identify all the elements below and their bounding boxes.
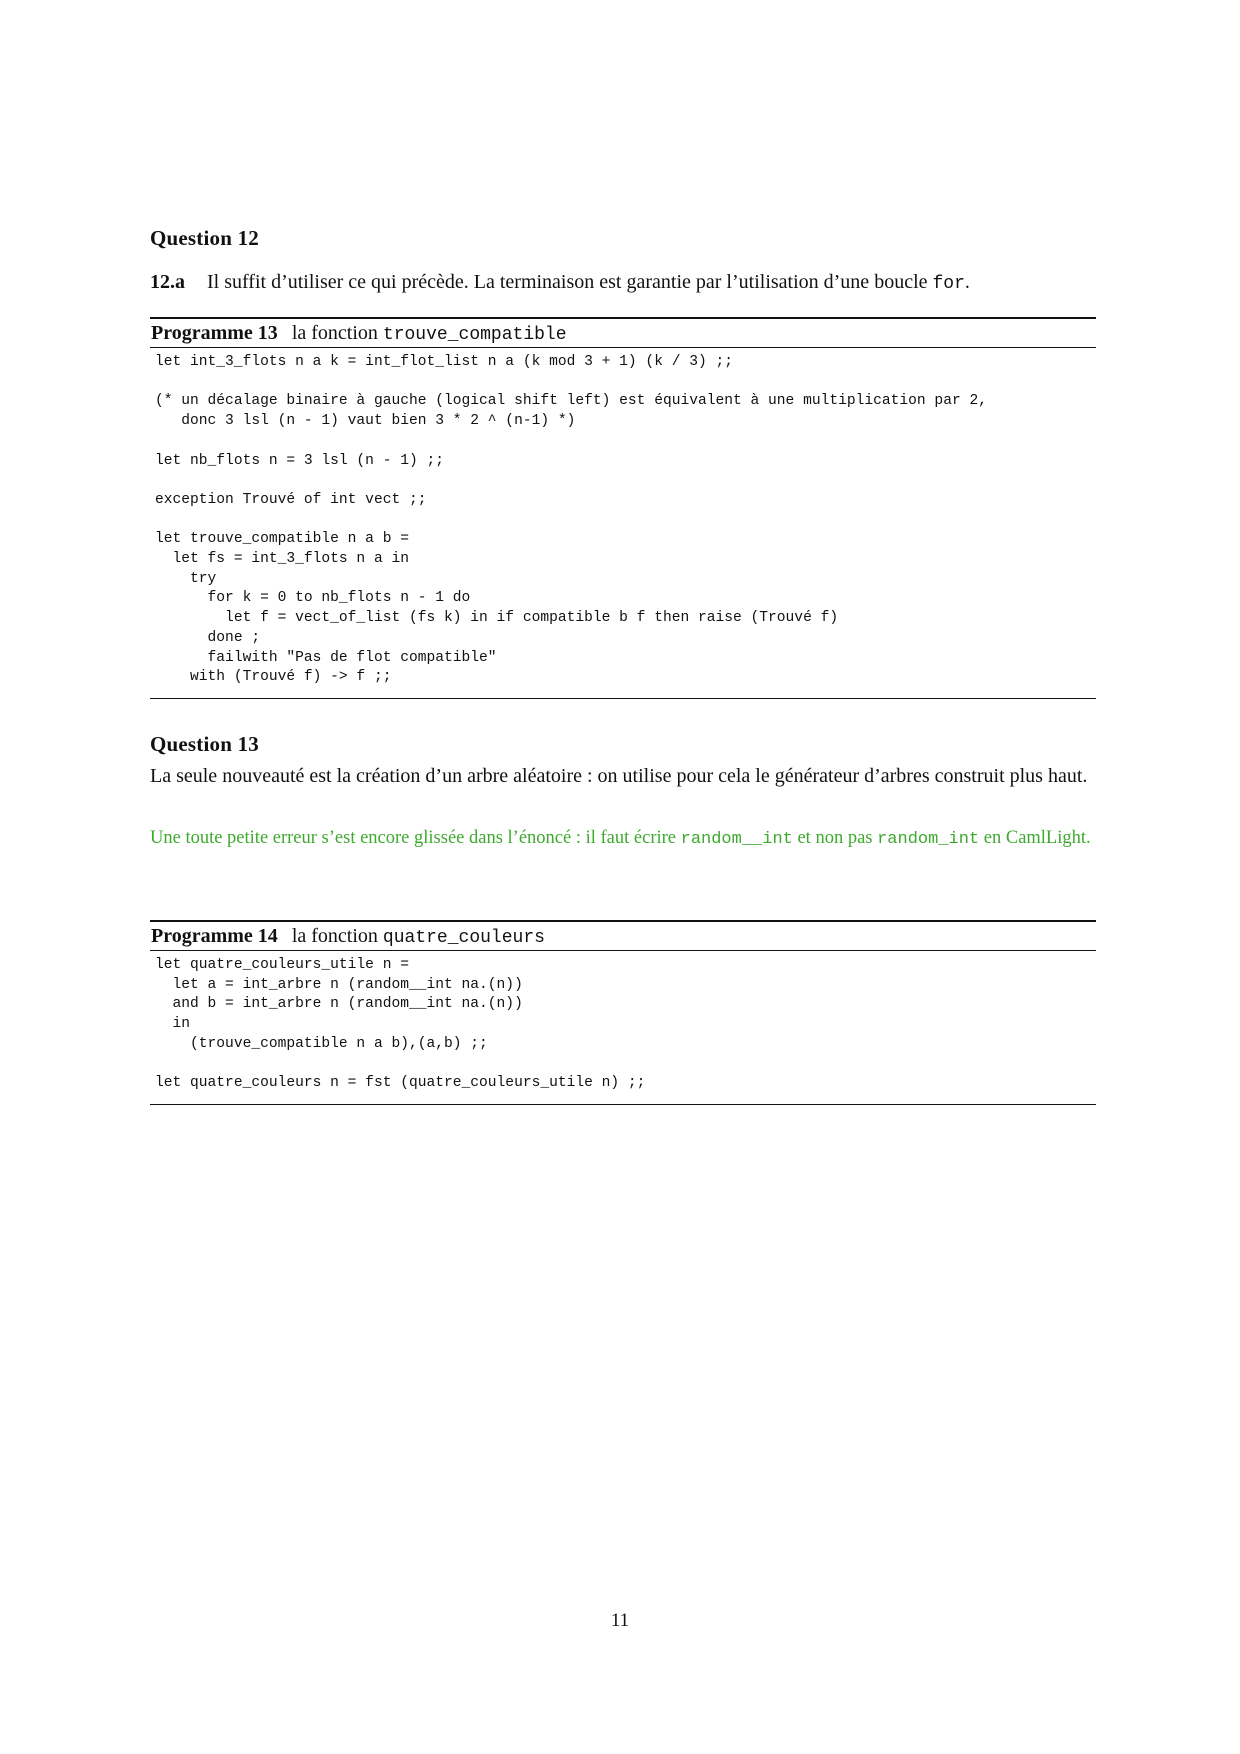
note-text-b: et non pas <box>797 828 873 848</box>
program-14-desc: la fonction <box>291 925 378 947</box>
question-13-paragraph: La seule nouveauté est la création d’un arbre aléatoire : on utilise pour cela le générateur d’arbres construit plus haut. <box>150 765 1088 787</box>
page-number: 11 <box>610 1610 630 1631</box>
note-text-c: en CamlLight. <box>983 828 1091 848</box>
program-13-box <box>150 317 1096 699</box>
item-end: . <box>964 271 970 293</box>
question-12a-paragraph <box>150 270 1096 297</box>
program-13-label: Programme 13 <box>151 322 278 344</box>
item-text: Il suffit d’utiliser ce qui précède. La terminaison est garantie par l’utilisation d’une boucle <box>207 271 928 293</box>
program-14-name: quatre_couleurs <box>382 928 545 948</box>
question-12-heading: Question 12 <box>150 226 259 250</box>
item-label: 12.a <box>150 271 185 293</box>
note-code-wrong: random_int <box>877 830 980 849</box>
program-13-desc: la fonction <box>291 322 378 344</box>
note-code-correct: random__int <box>680 830 793 849</box>
program-14-code: let quatre_couleurs_utile n = let a = int_arbre n (random__int na.(n)) and b = int_arbre n (random__int na.(n)) in (trouve_compatible n a b),(a,b) ;; let quatre_couleurs n = fst (quatre_couleurs_utile n) ;; <box>155 957 646 1092</box>
program-13-title <box>150 319 1096 348</box>
inline-code: for <box>932 274 965 294</box>
program-13-code: let int_3_flots n a k = int_flot_list n a (k mod 3 + 1) (k / 3) ;; (* un décalage binaire à gauche (logical shift left) est équivalent à une multiplication par 2, donc 3 lsl (n - 1) vaut bien 3 * 2 ^ (n-1) *) let nb_flots n = 3 lsl (n - 1) ;; exception Trouvé of int vect ;; let trouve_compatible n a b = let fs = int_3_flots n a in try for k = 0 to nb_flots n - 1 do let f = vect_of_list (fs k) in if compatible b f then raise (Trouvé f) done ; failwith "Pas de flot compatible" with (Trouvé f) -> f ;; <box>155 354 987 686</box>
program-14-label: Programme 14 <box>151 925 278 947</box>
erratum-note <box>150 826 1096 852</box>
program-14-box <box>150 920 1096 1105</box>
program-13-name: trouve_compatible <box>382 325 567 345</box>
note-text-a: Une toute petite erreur s’est encore glissée dans l’énoncé : il faut écrire <box>150 828 676 848</box>
question-13-heading: Question 13 <box>150 732 259 756</box>
program-14-title <box>150 922 1096 951</box>
